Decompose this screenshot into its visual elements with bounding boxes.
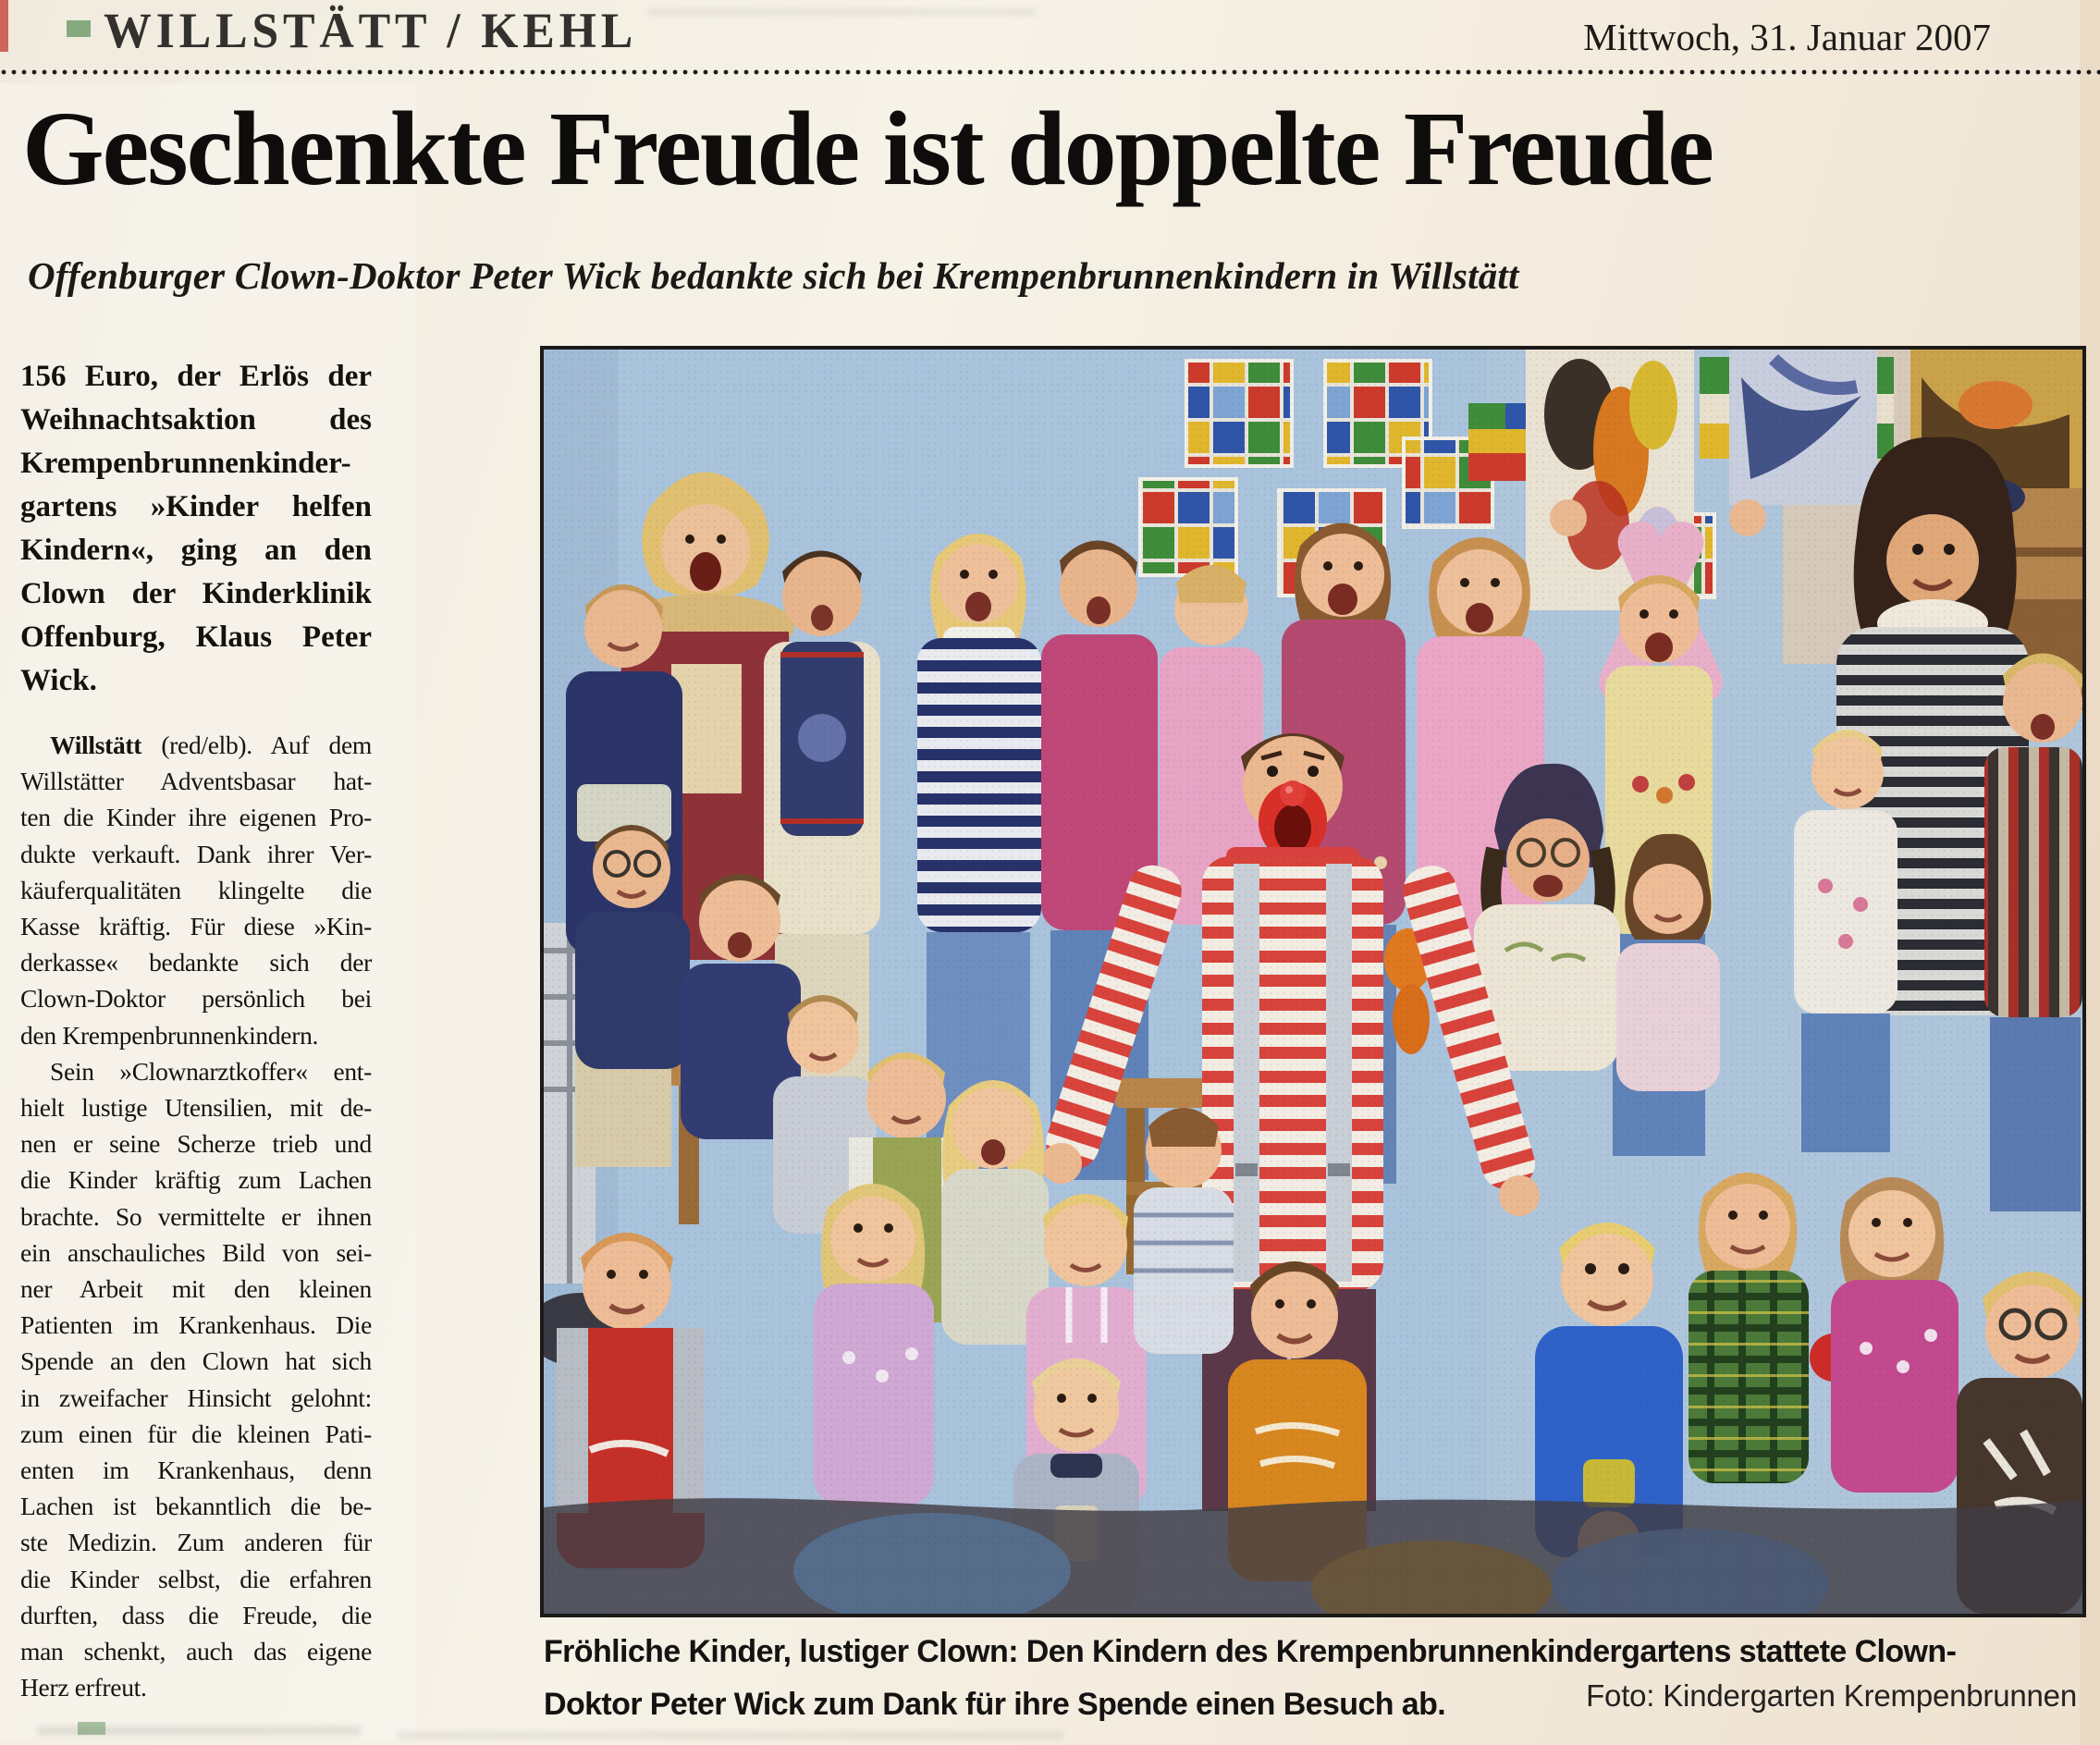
text-line: Krempenbrunnenkinder- — [20, 447, 351, 480]
lead-paragraph — [20, 355, 372, 703]
text-line: ten die Kinder ihre eigenen Pro- — [20, 803, 372, 832]
text-line: Clown-Doktor persönlich bei — [20, 984, 372, 1014]
text-line: Doktor Peter Wick zum Dank für ihre Spende einen Besuch ab. — [544, 1687, 1446, 1722]
text-line: den Krempenbrunnenkindern. — [20, 1020, 319, 1050]
print-bleedthrough — [398, 1731, 1063, 1739]
text-line: enten im Krankenhaus, denn — [20, 1456, 372, 1485]
text-line: Kindern«, ging an den — [20, 534, 372, 567]
text-line: zum einen für die kleinen Pati- — [20, 1419, 372, 1448]
text-line: Offenburg, Klaus Peter — [20, 621, 372, 654]
text-line: Willstätter Adventsbasar hat- — [20, 767, 372, 796]
text-line: ein anschauliches Bild von sei- — [20, 1237, 372, 1267]
text-line: Clown der Kinderklinik — [20, 577, 372, 610]
text-line: Weihnachtsaktion des — [20, 403, 372, 436]
dotted-rule — [0, 68, 2100, 76]
text-line: Patienten im Krankenhaus. Die — [20, 1310, 372, 1340]
text-line: gartens »Kinder helfen — [20, 490, 372, 523]
subheadline: Offenburger Clown-Doktor Peter Wick bedankte sich bei Krempenbrunnenkindern in Willstätt — [28, 254, 1519, 297]
text-line: ner Arbeit mit den kleinen — [20, 1274, 372, 1304]
text-line: in zweifacher Hinsicht gelohnt: — [20, 1382, 372, 1412]
text-line: Sein »Clownarztkoffer« ent- — [50, 1056, 372, 1086]
scan-mark-red — [0, 0, 8, 52]
text-line: Herz erfreut. — [20, 1673, 147, 1702]
photo-caption — [544, 1626, 2082, 1731]
text-line: hielt lustige Utensilien, mit de- — [20, 1093, 372, 1123]
text-line: nen er seine Scherze trieb und — [20, 1129, 372, 1159]
text-line: ste Medizin. Zum anderen für — [20, 1528, 372, 1557]
body-text — [20, 727, 372, 1705]
text-line: durften, dass die Freude, die — [20, 1600, 372, 1629]
photo-credit: Foto: Kindergarten Krempenbrunnen — [1586, 1678, 2077, 1713]
text-line: Lachen ist bekanntlich die be- — [20, 1492, 372, 1521]
article-column — [20, 355, 372, 1705]
text-line: man schenkt, auch das eigene — [20, 1637, 372, 1666]
issue-date: Mittwoch, 31. Januar 2007 — [1583, 16, 1991, 58]
article-photo — [540, 346, 2086, 1617]
text-line: die Kinder kräftig zum Lachen — [20, 1165, 372, 1195]
headline: Geschenkte Freude ist doppelte Freude — [22, 90, 1713, 207]
photo-illustration — [544, 350, 2082, 1614]
text-line: Wick. — [20, 664, 97, 697]
text-line: die Kinder selbst, die erfahren — [20, 1564, 372, 1593]
text-line: Spende an den Clown hat sich — [20, 1346, 372, 1376]
text-line: käuferqualitäten klingelte die — [20, 875, 372, 904]
scan-mark-green — [67, 20, 91, 37]
halftone-overlay — [544, 350, 2082, 1614]
print-bleedthrough — [37, 1726, 361, 1736]
text-line: brachte. So vermittelte er ihnen — [20, 1201, 372, 1231]
text-line: Fröhliche Kinder, lustiger Clown: Den Kindern des Krempenbrunnenkindergartens stattete Clown- — [544, 1634, 1957, 1669]
text-line: dukte verkauft. Dank ihrer Ver- — [20, 839, 372, 868]
text-line: derkasse« bedankte sich der — [20, 948, 372, 977]
text-line: 156 Euro, der Erlös der — [20, 360, 372, 393]
text-line: Kasse kräftig. Für diese »Kin- — [20, 912, 372, 941]
section-kicker: WILLSTÄTT / KEHL — [104, 3, 638, 58]
print-bleedthrough — [647, 7, 1036, 17]
text-line: Willstätt (red/elb). Auf dem — [50, 731, 372, 759]
